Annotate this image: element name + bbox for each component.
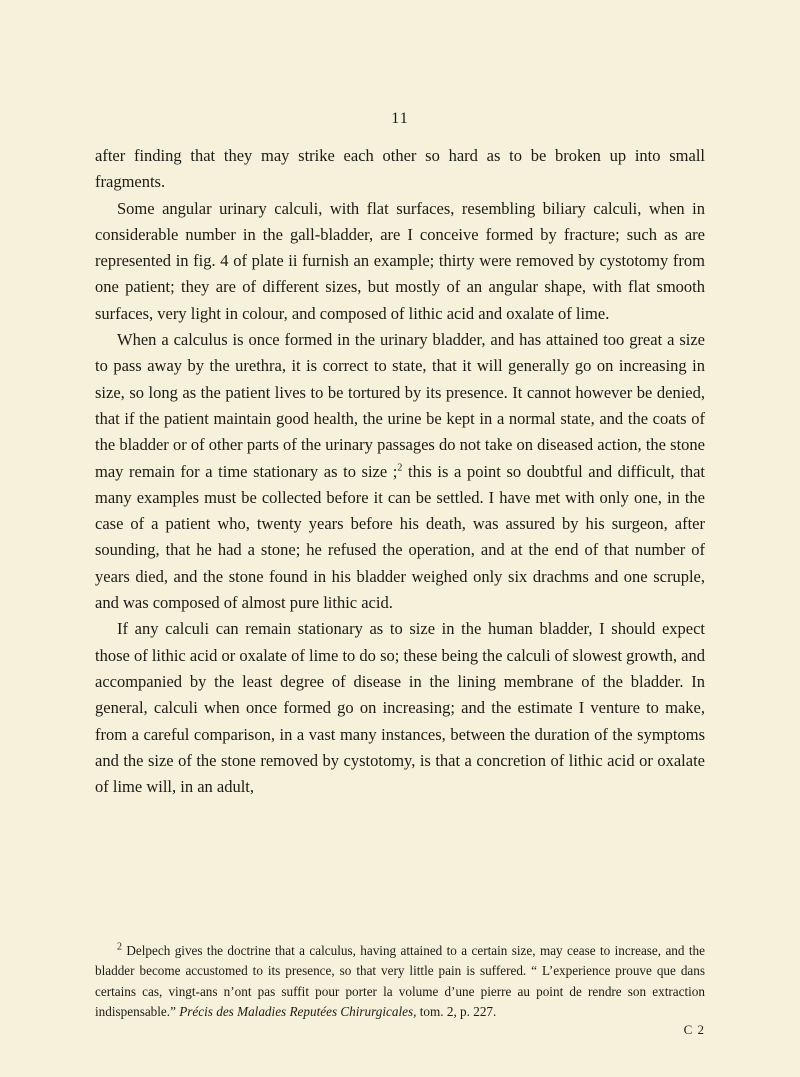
signature-mark: C 2 <box>683 1022 705 1037</box>
paragraph-4: If any calculi can remain stationary as to size in the human bladder, I should expect those of lithic acid or oxalate of lime to do so; these being the calculi of slowest growth, and accompanied by the least degree of disease in the lining membrane of the bladder. In general, calculi when once formed go on increasing; and the estimate I venture to make, from a careful comparison, in a vast many instances, between the duration of the symptoms and the size of the stone removed by cystotomy, is that a concretion of lithic acid or oxalate of lime will, in an adult, <box>95 619 705 797</box>
footnote-marker: 2 <box>117 941 122 953</box>
page-number: 11 <box>391 110 409 127</box>
footnote-reference[interactable]: 2 <box>397 462 403 474</box>
paragraph-3-text-a: When a calculus is once formed in the urinary bladder, and has attained too great a size to pass away by the urethra, it is correct to state, that it will generally go on increasing in size, so long as the patient lives to be tortured by its presence. It cannot however be denied, that if the patient maintain good health, the urine be kept in a normal state, and the coats of the bladder or of other parts of the urinary passages do not take on diseased action, the stone may remain for a time stationary as to size ; <box>95 330 705 481</box>
footnote-citation-ref: tom. 2, p. 227. <box>416 1003 497 1019</box>
paragraph-3 <box>95 327 705 616</box>
paragraph-1: after finding that they may strike each other so hard as to be broken up into small fragments. <box>95 146 705 192</box>
footnote <box>95 941 705 1022</box>
footnote-citation-title: Précis des Maladies Reputées Chirurgicales, <box>179 1003 417 1019</box>
paragraph-3-text-b: this is a point so doubtful and difficult, that many examples must be collected before it can be settled. I have met with only one, in the case of a patient who, twenty years before his death, was assured by his surgeon, after sounding, that he had a stone; he refused the operation, and at the end of that number of years died, and the stone found in his bladder weighed only six drachms and one scruple, and was composed of almost pure lithic acid. <box>95 461 705 613</box>
footnote-text: Delpech gives the doctrine that a calculus, having attained to a certain size, may cease to increase, and the bladder become accustomed to its presence, so that very little pain is suffered. “ L’experience prouve que dans certains cas, vingt-ans n’ont pas suffit pour porter la volume d’une pierre au point de rendre son extraction indispensable.” <box>95 943 705 1019</box>
footnote-paragraph <box>95 941 705 1022</box>
paragraph-2: Some angular urinary calculi, with flat surfaces, resembling biliary calculi, when in considerable number in the gall-bladder, are I conceive formed by fracture; such as are represented in fig. 4 of plate ii furnish an example; thirty were removed by cystotomy from one patient; they are of different sizes, but mostly of an angular shape, with flat smooth surfaces, very light in colour, and composed of lithic acid and oxalate of lime. <box>95 198 705 323</box>
body-text <box>95 143 705 800</box>
